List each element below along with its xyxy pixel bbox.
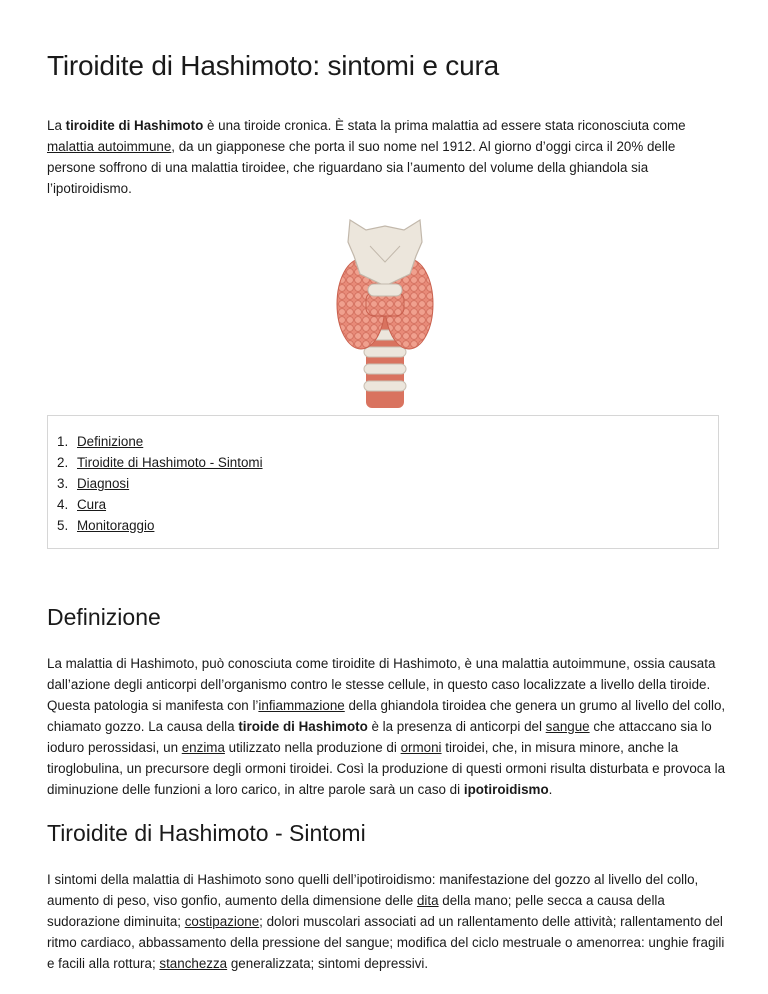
toc-link-sintomi[interactable]: Tiroidite di Hashimoto - Sintomi <box>77 455 263 470</box>
paragraph-text: La malattia di Hashimoto, può conosciuta come tiroidite di Hashimoto, è una malattia autoimmune, ossia causata dall’azione degli anticorpi dell’organismo contro le stesse cellule, in questo caso localizzate a livello della tiroide. Questa patologia si manifesta con l’ <box>47 656 716 713</box>
intro-text: La <box>47 118 66 133</box>
bold-term: ipotiroidismo <box>463 782 549 797</box>
paragraph-text: utilizzato nella produzione di <box>224 740 401 755</box>
link-stanchezza[interactable]: stanchezza <box>159 956 228 971</box>
intro-bold-term: tiroidite di Hashimoto <box>65 118 204 133</box>
toc-number: 5. <box>57 518 69 533</box>
toc-number: 2. <box>57 455 69 470</box>
table-of-contents <box>47 415 719 549</box>
sintomi-paragraph <box>47 869 727 974</box>
intro-text: è una tiroide cronica. È stata la prima malattia ad essere stata riconosciuta come <box>203 118 686 133</box>
toc-link-cura[interactable]: Cura <box>77 497 107 512</box>
paragraph-text: I sintomi della malattia di Hashimoto sono quelli dell’ipotiroidismo: manifestazione del gozzo al livello del collo, aumento di peso, viso gonfio, aumento della dimensione delle <box>47 872 699 908</box>
paragraph-text: che attaccano sia lo ioduro perossidasi, un <box>47 719 712 755</box>
thyroid-graphic <box>330 212 440 408</box>
section-heading-sintomi: Tiroidite di Hashimoto - Sintomi <box>47 820 366 846</box>
page-title: Tiroidite di Hashimoto: sintomi e cura <box>47 50 499 81</box>
link-infiammazione[interactable]: infiammazione <box>258 698 345 713</box>
toc-item <box>57 452 263 473</box>
toc-item <box>57 431 263 452</box>
toc-item <box>57 494 263 515</box>
link-ormoni[interactable]: ormoni <box>400 740 442 755</box>
section-heading-definizione: Definizione <box>47 604 161 630</box>
paragraph-text: ; dolori muscolari associati ad un rallentamento delle attività; rallentamento del ritmo cardiaco, abbassamento della pressione del sangue; modifica del ciclo mestruale o amenorrea: unghie fragili e facili alla rottura; <box>47 914 725 971</box>
toc-number: 3. <box>57 476 69 491</box>
paragraph-text: della mano; pelle secca a causa della sudorazione diminuita; <box>47 893 665 929</box>
link-sangue[interactable]: sangue <box>545 719 590 734</box>
intro-text: , da un giapponese che porta il suo nome nel 1912. Al giorno d’oggi circa il 20% delle persone soffrono di una malattia tiroidee, che riguardano sia l’aumento del volume della ghiandola sia l’ipotiroidismo. <box>47 139 676 196</box>
paragraph-text: tiroidei, che, in misura minore, anche la tiroglobulina, un precursore degli ormoni tiroidei. Così la produzione di questi ormoni risulta disturbata e provoca la diminuzione delle funzioni a loro carico, in altre parole sarà un caso di <box>47 740 726 797</box>
paragraph-text: della ghiandola tiroidea che genera un grumo al livello del collo, chiamato gozzo. La causa della <box>47 698 726 734</box>
paragraph-text: è la presenza di anticorpi del <box>367 719 546 734</box>
toc-item <box>57 473 263 494</box>
toc-number: 4. <box>57 497 69 512</box>
link-enzima[interactable]: enzima <box>181 740 225 755</box>
toc-number: 1. <box>57 434 69 449</box>
link-costipazione[interactable]: costipazione <box>184 914 260 929</box>
link-malattia-autoimmune[interactable]: malattia autoimmune <box>47 139 172 154</box>
paragraph-text: generalizzata; sintomi depressivi. <box>227 956 429 971</box>
toc-link-diagnosi[interactable]: Diagnosi <box>77 476 130 491</box>
toc-link-definizione[interactable]: Definizione <box>77 434 144 449</box>
intro-paragraph <box>47 115 727 199</box>
toc-link-monitoraggio[interactable]: Monitoraggio <box>77 518 155 533</box>
paragraph-text: . <box>548 782 553 797</box>
toc-list <box>57 431 263 536</box>
definizione-paragraph <box>47 653 727 800</box>
thyroid-illustration <box>330 212 440 408</box>
bold-term: tiroide di Hashimoto <box>238 719 368 734</box>
link-dita[interactable]: dita <box>416 893 439 908</box>
toc-item <box>57 515 263 536</box>
